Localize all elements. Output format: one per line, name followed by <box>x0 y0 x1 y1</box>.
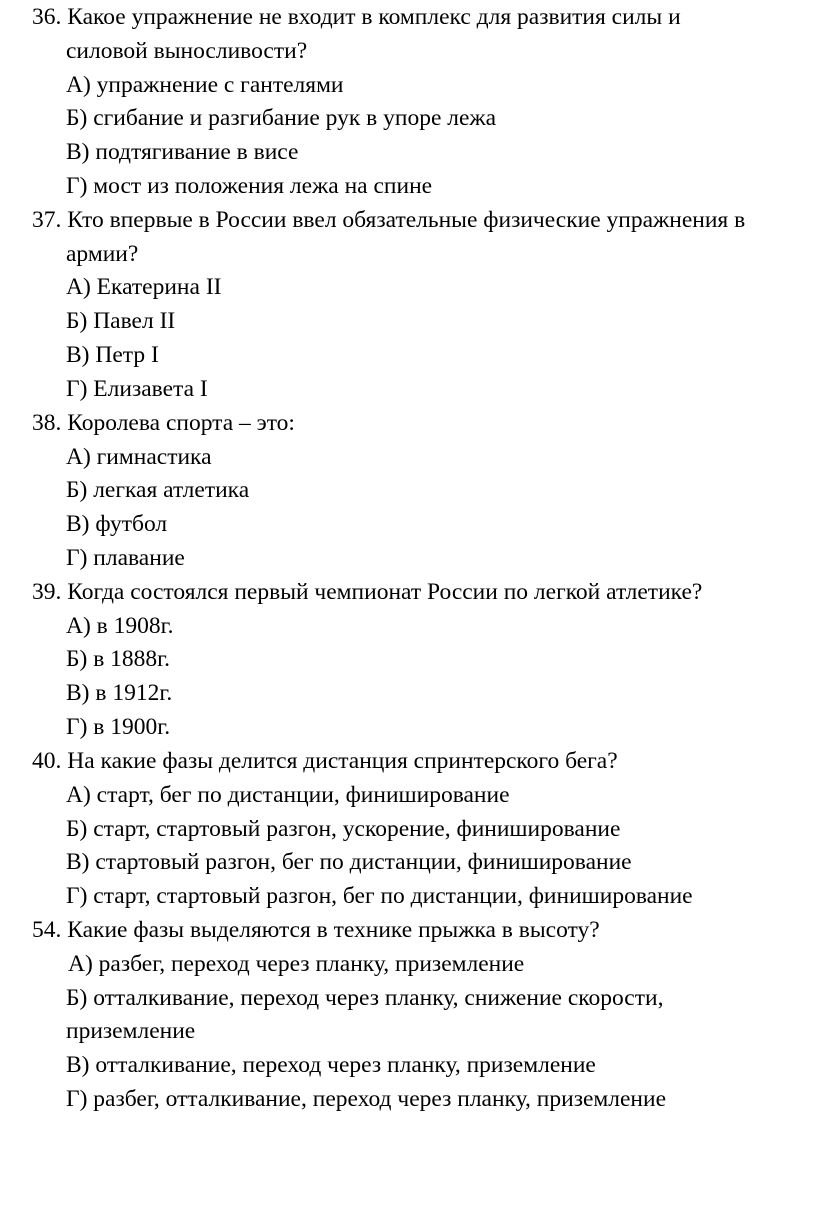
question-38-option-a: А) гимнастика <box>66 444 212 470</box>
question-39-option-c: В) в 1912г. <box>66 680 173 706</box>
question-36-line-1 <box>32 0 681 34</box>
question-54-option-a: А) разбег, переход через планку, приземление <box>68 951 525 977</box>
question-54-line-1 <box>32 913 600 947</box>
question-37-text-continued: армии? <box>66 241 139 267</box>
question-36-option-b: Б) сгибание и разгибание рук в упоре лежа <box>66 105 497 131</box>
question-38-number: 38. <box>32 410 62 436</box>
question-40-option-c: В) стартовый разгон, бег по дистанции, финиширование <box>66 849 632 875</box>
question-54-number: 54. <box>32 917 62 943</box>
question-39-option-a: А) в 1908г. <box>66 613 174 639</box>
question-39-line-1 <box>32 575 702 609</box>
question-40-text: На какие фазы делится дистанция спринтерского бега? <box>67 748 618 774</box>
question-39-option-b: Б) в 1888г. <box>66 646 171 672</box>
question-54-option-d: Г) разбег, отталкивание, переход через планку, приземление <box>66 1086 667 1112</box>
question-39-text: Когда состоялся первый чемпионат России по легкой атлетике? <box>67 579 703 605</box>
question-36-text-continued: силовой выносливости? <box>66 38 308 64</box>
question-40-option-d: Г) старт, стартовый разгон, бег по дистанции, финиширование <box>66 883 693 909</box>
question-38-line-1 <box>32 406 295 440</box>
question-39-option-d: Г) в 1900г. <box>66 714 171 740</box>
question-54-option-b: Б) отталкивание, переход через планку, снижение скорости, <box>66 985 664 1011</box>
question-39-number: 39. <box>32 579 62 605</box>
question-54-text: Какие фазы выделяются в технике прыжка в высоту? <box>67 917 600 943</box>
question-54-option-c: В) отталкивание, переход через планку, приземление <box>66 1052 596 1078</box>
question-40-option-b: Б) старт, стартовый разгон, ускорение, финиширование <box>66 816 621 842</box>
question-37-option-a: А) Екатерина II <box>66 274 222 300</box>
question-36-option-a: А) упражнение с гантелями <box>66 72 344 98</box>
question-36-number: 36. <box>32 4 62 30</box>
question-37-option-c: В) Петр I <box>66 342 159 368</box>
question-37-line-1 <box>32 203 745 237</box>
question-40-option-a: А) старт, бег по дистанции, финиширование <box>66 782 510 808</box>
question-54-option-b-continued: приземление <box>66 1018 196 1044</box>
question-36-option-c: В) подтягивание в висе <box>66 139 299 165</box>
question-40-number: 40. <box>32 748 62 774</box>
question-37-number: 37. <box>32 207 62 233</box>
question-38-option-d: Г) плавание <box>66 545 185 571</box>
question-37-option-b: Б) Павел II <box>66 308 176 334</box>
question-38-option-c: В) футбол <box>66 511 168 537</box>
question-40-line-1 <box>32 744 618 778</box>
question-38-text: Королева спорта – это: <box>67 410 295 436</box>
question-36-text: Какое упражнение не входит в комплекс для развития силы и <box>67 4 681 30</box>
question-37-option-d: Г) Елизавета I <box>66 376 208 402</box>
question-36-option-d: Г) мост из положения лежа на спине <box>66 173 433 199</box>
question-37-text: Кто впервые в России ввел обязательные физические упражнения в <box>67 207 746 233</box>
question-38-option-b: Б) легкая атлетика <box>66 477 250 503</box>
